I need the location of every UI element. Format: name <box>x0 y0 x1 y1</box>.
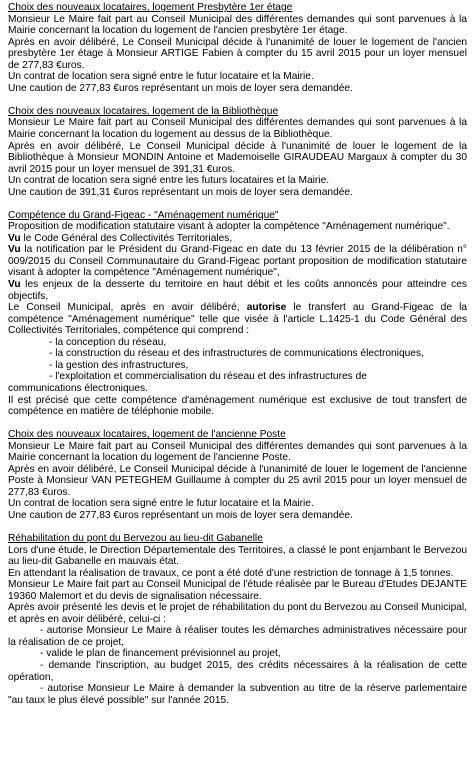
decision-text: le transfert au Grand-Figeac de la compétence "Aménagement numérique" telle que visée à l'article L.1425-1 du Code Général des Collectivités Territoriales, compétence qui comprend : <box>8 302 467 337</box>
section-title: Compétence du Grand-Figeac - "Aménagement numérique" <box>8 209 279 221</box>
section-ancienne-poste <box>8 429 467 521</box>
section-title: Choix des nouveaux locataires, logement de l'ancienne Poste <box>8 429 286 441</box>
decision-paragraph <box>8 302 467 337</box>
section-amenagement-numerique <box>8 210 467 418</box>
bullet-paragraph: - autorise Monsieur Le Maire à demander la subvention au titre de la réserve parlementaire "au taux le plus élevé possible" sur l'année 2015. <box>8 683 467 706</box>
paragraph: Un contrat de location sera signé entre le futur locataire et la Mairie. <box>8 498 314 510</box>
paragraph: En attendant la réalisation de travaux, ce pont a été doté d'une restriction de tonnage à 1,5 tonnes. <box>8 567 454 579</box>
list-item: - la conception du réseau, <box>49 336 167 348</box>
bullet-paragraph: - autorise Monsieur Le Maire à réaliser toutes les démarches administratives nécessaire pour la réalisation de ce projet, <box>8 625 467 648</box>
paragraph: Après en avoir délibéré, Le Conseil Municipal décide à l'unanimité de louer le logement de l'ancien presbytère 1er étage à Monsieur ARTIGE Fabien à compter du 15 avril 2015 pour un loyer mensuel de 277,83 €uros. <box>8 36 467 71</box>
paragraph: Il est précisé que cette compétence d'aménagement numérique est exclusive de tout transfert de compétence en matière de téléphonie mobile. <box>8 394 467 418</box>
vu-text: le Code Général des Collectivités Territoriales, <box>20 232 233 244</box>
paragraph: Proposition de modification statutaire visant à adopter la compétence "Aménagement numérique". <box>8 221 450 233</box>
section-pont-bervezou <box>8 533 467 706</box>
paragraph: Après avoir présenté les devis et le projet de réhabilitation du pont du Bervezou au Conseil Municipal, et après en avoir délibéré, celui-ci : <box>8 602 467 625</box>
bullet-paragraph: - valide le plan de financement prévisionnel au projet, <box>40 648 281 660</box>
paragraph: Un contrat de location sera signé entre le futur locataire et la Mairie. <box>8 71 314 83</box>
vu-label: Vu <box>8 244 21 256</box>
paragraph: Lors d'une étude, le Direction Départementale des Territoires, a classé le pont enjambant le Bervezou au lieu-dit Gabanelle en mauvais état. <box>8 544 467 568</box>
vu-text: la notification par le Président du Grand-Figeac en date du 13 février 2015 de la délibération n° 009/2015 du Conseil Communautaire du Grand-Figeac portant proposition de modification statutaire visant à adopter la compétence "Aménagement numérique", <box>8 244 467 279</box>
section-title: Réhabilitation du pont du Bervezou au lieu-dit Gabanelle <box>8 532 263 544</box>
list-item: - l'exploitation et commercialisation du réseau et des infrastructures de <box>49 371 367 383</box>
paragraph: Une caution de 277,83 €uros représentant un mois de loyer sera demandée. <box>8 509 353 521</box>
paragraph: Après en avoir délibéré, Le Conseil Municipal décide à l'unanimité de louer le logement de la Bibliothèque à Monsieur MONDIN Antoine et Mademoiselle GIRAUDEAU Margaux à compter du 30 avril 2015 pour un loyer mensuel de 391,31 €uros. <box>8 140 467 175</box>
vu-label: Vu <box>8 279 21 291</box>
vu-text: les enjeux de la desserte du territoire en haut débit et les coûts annoncés pour atteindre ces objectifs, <box>8 279 467 302</box>
list-item-continuation: communications électroniques. <box>8 382 148 394</box>
list-item: - la construction du réseau et des infrastructures de communications électroniques, <box>49 348 424 360</box>
paragraph: Une caution de 277,83 €uros représentant un mois de loyer sera demandée. <box>8 82 353 94</box>
bullet-paragraph: - demande l'inscription, au budget 2015, des crédits nécessaires à la réalisation de cette opération, <box>8 659 467 683</box>
vu-paragraph <box>8 233 467 245</box>
paragraph: Après en avoir délibéré, Le Conseil Municipal décide à l'unanimité de louer le logement de l'ancienne Poste à Monsieur VAN PETEGHEM Guillaume à compter du 25 avril 2015 pour un loyer mensuel de 277,83 €uros. <box>8 463 467 498</box>
section-title: Choix des nouveaux locataires, logement de la Bibliothèque <box>8 105 279 117</box>
paragraph: Un contrat de location sera signé entre les futurs locataires et la Mairie. <box>8 175 330 187</box>
paragraph: Une caution de 391,31 €uros représentant un mois de loyer sera demandée. <box>8 186 353 198</box>
paragraph: Monsieur Le Maire fait part au Conseil Municipal des différentes demandes qui sont parvenues à la Mairie concernant la location du logement au dessus de la Bibliothèque. <box>8 117 467 140</box>
section-bibliotheque <box>8 106 467 198</box>
section-title: Choix des nouveaux locataires, logement Presbytère 1er étage <box>8 2 293 13</box>
decision-verb: autorise <box>246 302 287 314</box>
paragraph: Monsieur Le Maire fait part au Conseil Municipal des différentes demandes qui sont parvenues à la Mairie concernant la location du logement de l'ancienne Poste. <box>8 440 467 464</box>
section-presbytere <box>8 2 467 94</box>
vu-paragraph <box>8 279 467 302</box>
paragraph: Monsieur Le Maire fait part au Conseil Municipal des différentes demandes qui sont parvenues à la Mairie concernant la location du logement de l'ancien presbytère 1er étage. <box>8 13 467 37</box>
competence-list <box>8 337 467 383</box>
paragraph: Monsieur Le Maire fait part au Conseil Municipal de l'étude réalisée par le Bureau d'Etudes DEJANTE 19360 Malemort et du devis de signalisation nécessaire. <box>8 579 467 602</box>
vu-label: Vu <box>8 232 21 244</box>
list-item: - la gestion des infrastructures, <box>49 359 189 371</box>
vu-paragraph <box>8 244 467 279</box>
decision-text: Le Conseil Municipal, après en avoir délibéré, <box>8 302 247 314</box>
